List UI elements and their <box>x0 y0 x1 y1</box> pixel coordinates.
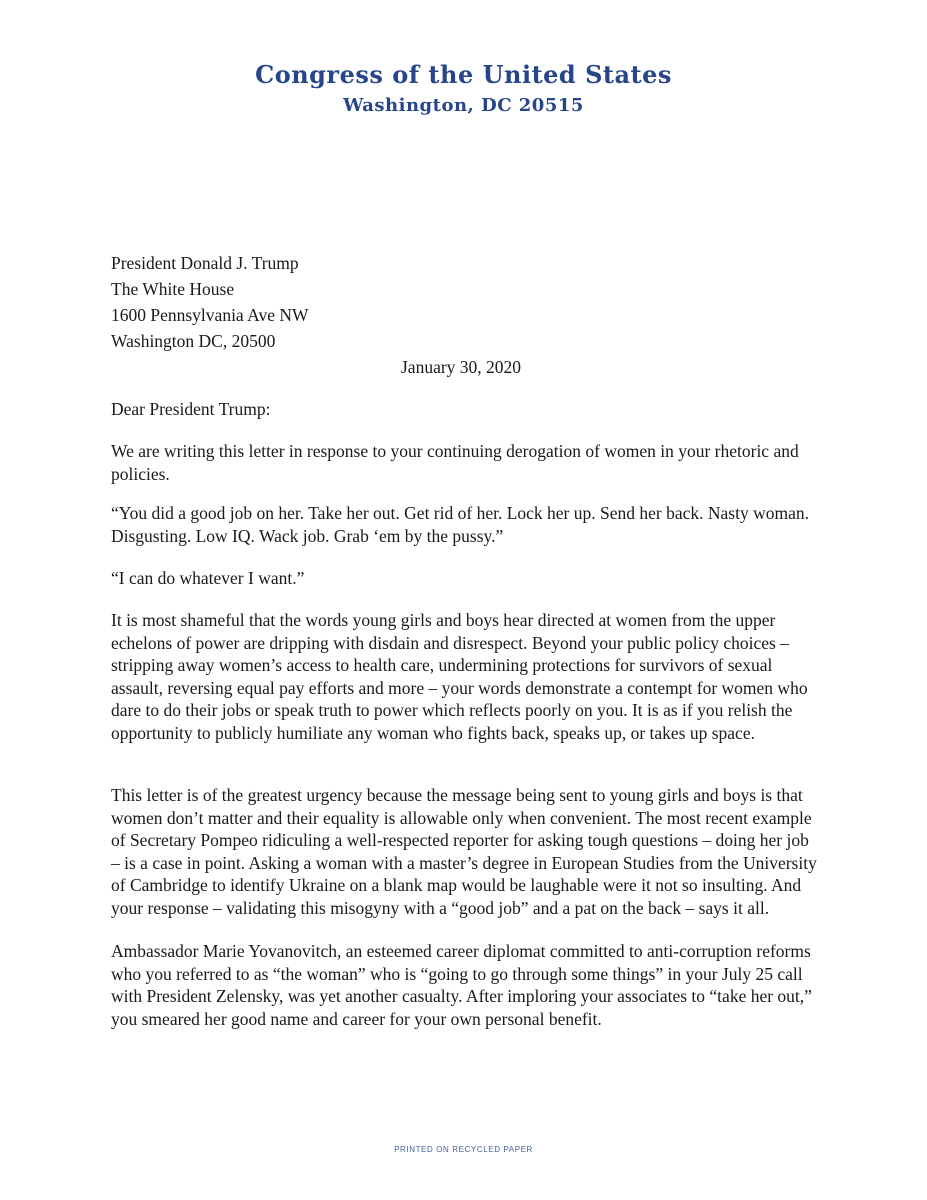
recipient-address-line: 1600 Pennsylvania Ave NW <box>111 305 309 325</box>
quote-paragraph: “You did a good job on her. Take her out. Get rid of her. Lock her up. Send her back. Nasty woman. Disgusting. Low IQ. Wack job. Grab ‘em by the pussy.” <box>111 503 809 546</box>
recipient-address-line: Washington DC, 20500 <box>111 331 276 351</box>
paragraph: Ambassador Marie Yovanovitch, an esteemed career diplomat committed to anti-corruption reforms who you referred to as “the woman” who is “going to go through some things” in your July 25 call with President Zelensky, was yet another casualty. After imploring your associates to “take her out,” you smeared her good name and career for your own personal benefit. <box>111 941 812 1029</box>
salutation: Dear President Trump: <box>111 399 271 419</box>
quote-paragraph: “I can do whatever I want.” <box>111 568 305 588</box>
letterhead-title: Congress of the United States <box>255 60 672 89</box>
paragraph: We are writing this letter in response to your continuing derogation of women in your rhetoric and policies. <box>111 441 799 484</box>
paragraph: It is most shameful that the words young girls and boys hear directed at women from the upper echelons of power are dripping with disdain and disrespect. Beyond your public policy choices – stripping away women’s access to health care, undermining protections for survivors of sexual assault, reversing equal pay efforts and more – your words demonstrate a contempt for women who dare to do their jobs or speak truth to power which reflects poorly on you. It is as if you relish the opportunity to publicly humiliate any woman who fights back, speaks up, or takes up space. <box>111 610 808 743</box>
letter-date: January 30, 2020 <box>401 357 522 377</box>
paragraph: This letter is of the greatest urgency because the message being sent to young girls and boys is that women don’t matter and their equality is allowable only when convenient. The most recent example of Secretary Pompeo ridiculing a well-respected reporter for asking tough questions – doing her job – is a case in point. Asking a woman with a master’s degree in European Studies from the University of Cambridge to identify Ukraine on a blank map would be laughable were it not so insulting. And your response – validating this misogyny with a “good job” and a pat on the back – says it all. <box>111 785 817 918</box>
recipient-name: President Donald J. Trump <box>111 253 299 273</box>
recycled-paper-footer: PRINTED ON RECYCLED PAPER <box>394 1145 533 1154</box>
recipient-address-line: The White House <box>111 279 235 299</box>
letterhead-address: Washington, DC 20515 <box>343 95 584 116</box>
recipient-address-block <box>111 250 309 354</box>
